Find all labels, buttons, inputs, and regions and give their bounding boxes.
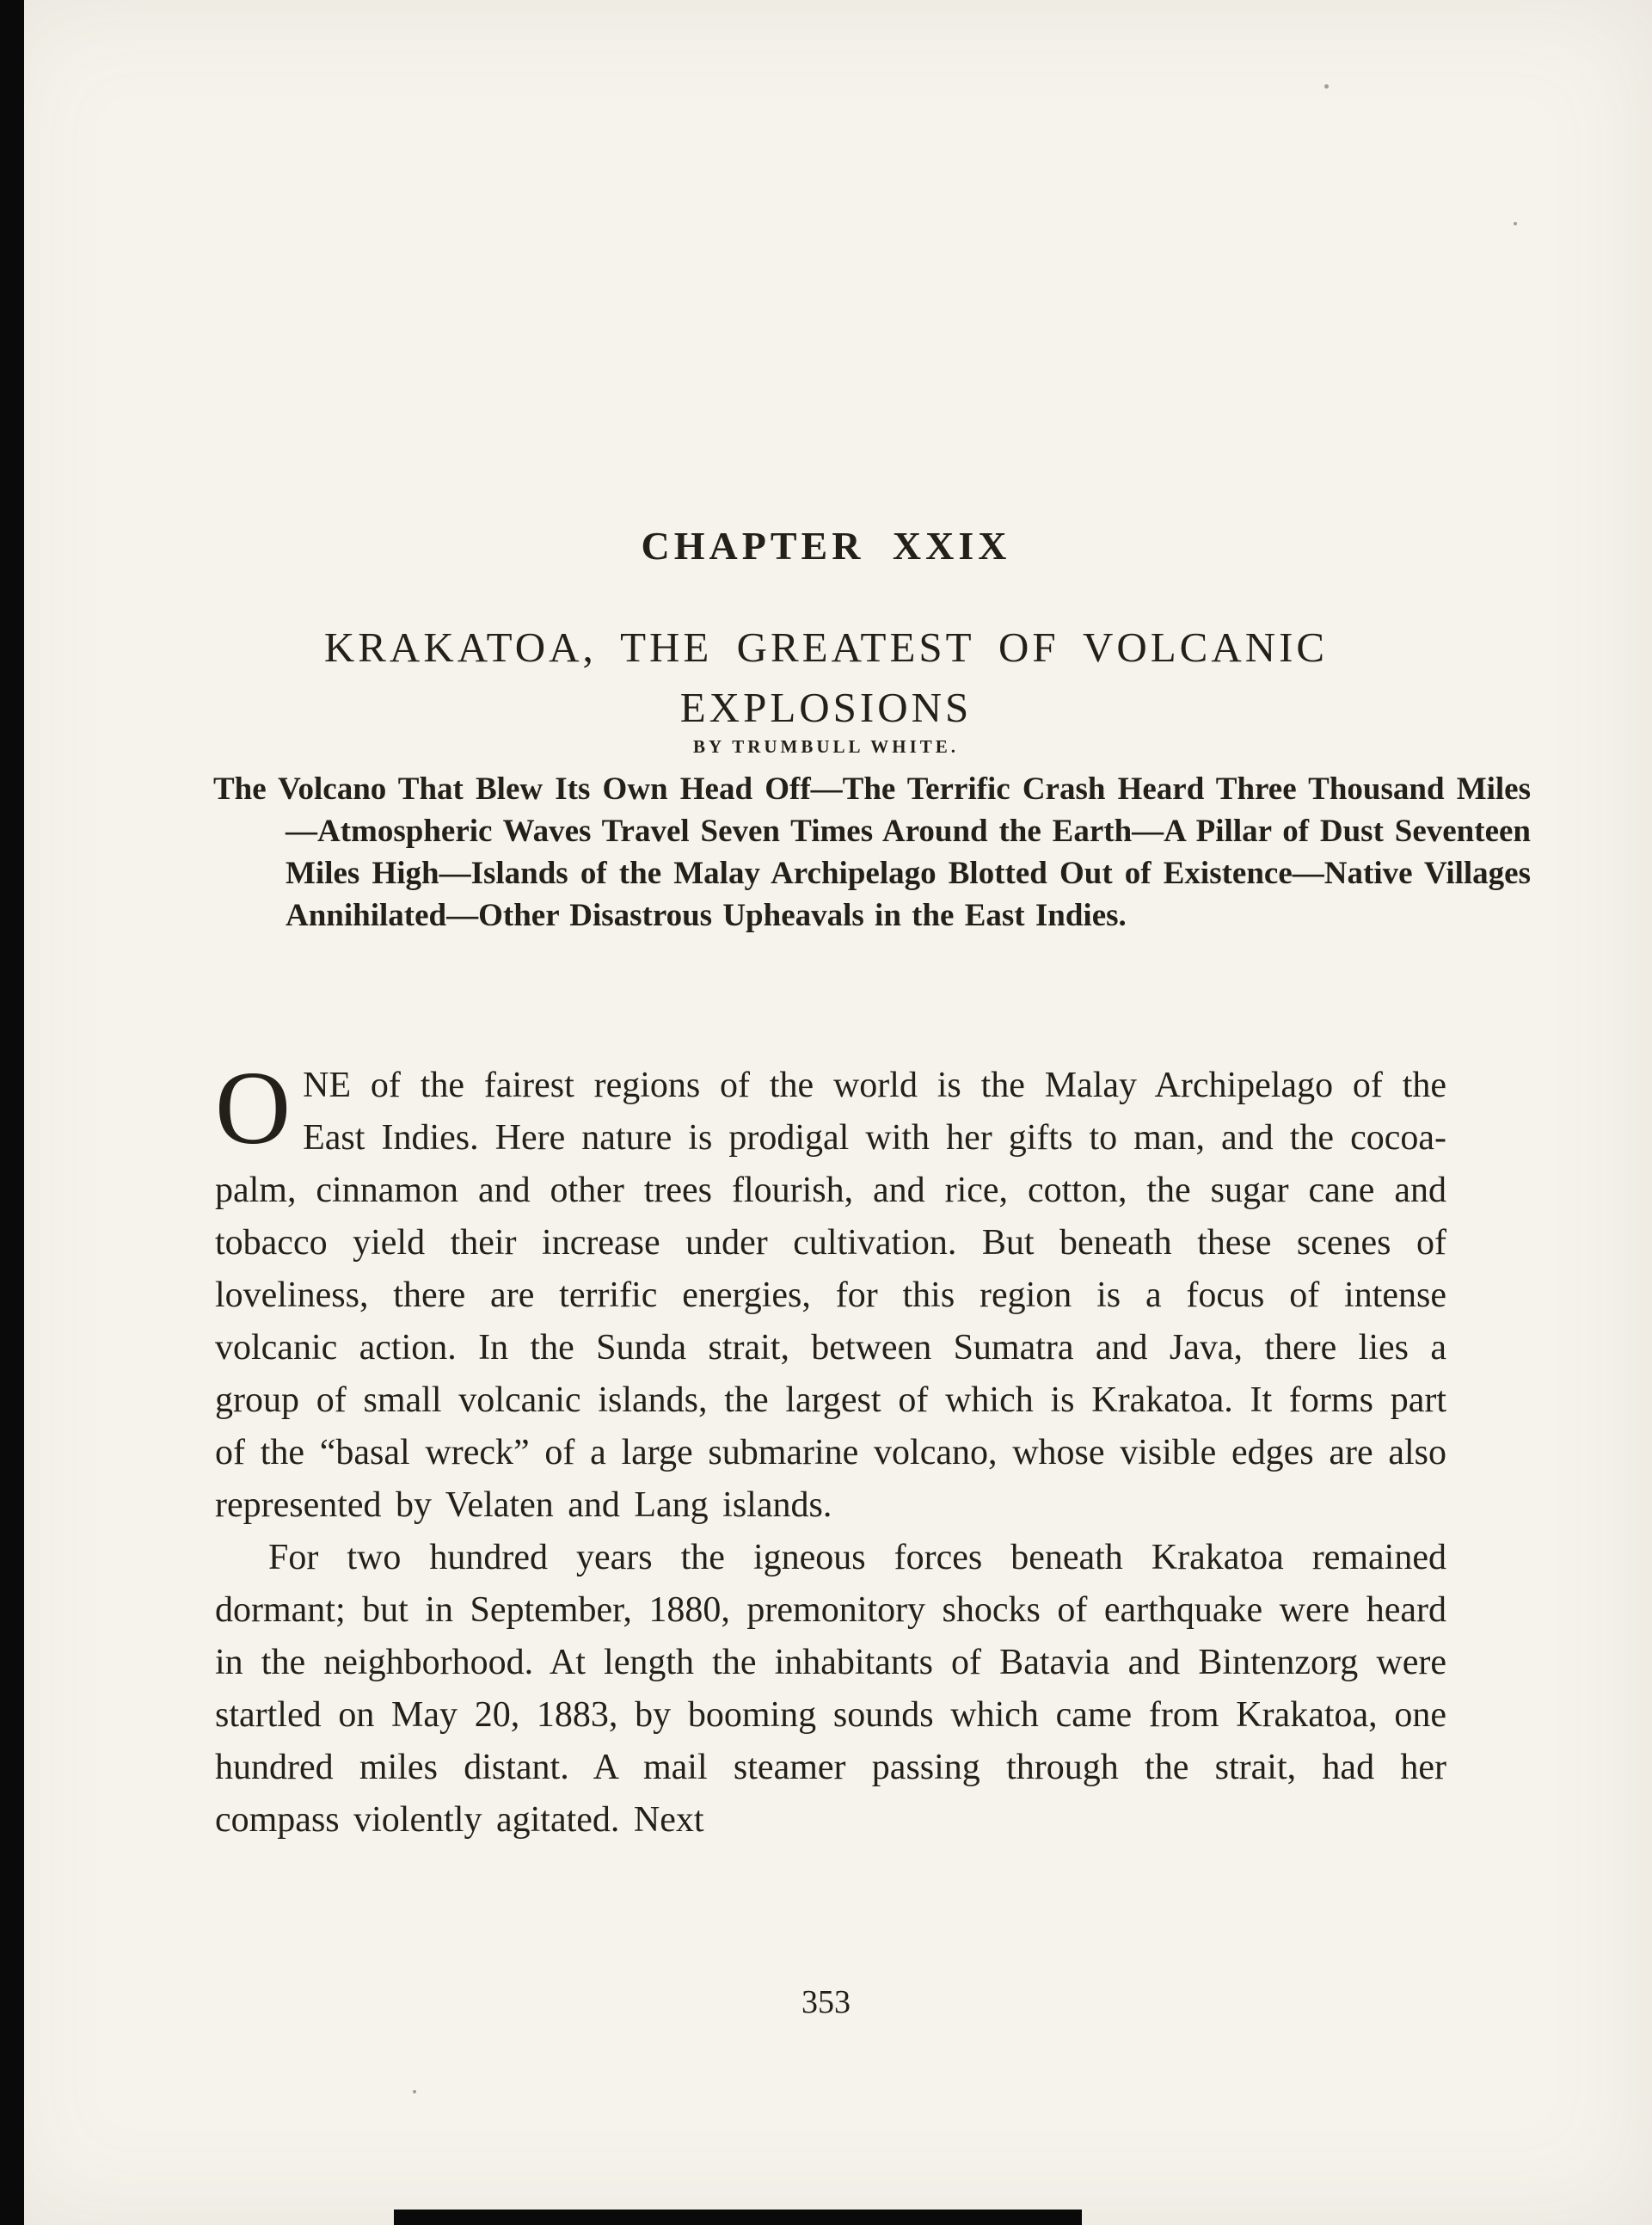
- page-number: 353: [801, 1984, 851, 2020]
- chapter-title-line1: KRAKATOA, THE GREATEST OF VOLCANIC: [323, 624, 1329, 671]
- chapter-heading: CHAPTER XXIX: [641, 524, 1011, 568]
- chapter-title: [0, 618, 1652, 738]
- drop-cap: O: [215, 1050, 292, 1166]
- scan-speck: [1324, 84, 1329, 89]
- chapter-summary: The Volcano That Blew Its Own Head Off—The Terrific Crash Heard Three Thousand Miles—Atmospheric Waves Travel Seven Times Around the Earth—A Pillar of Dust Seventeen Miles High—Islands of the Malay Archipelago Blotted Out of Existence—Native Villages Annihilated—Other Disastrous Upheavals in the East Indies.: [213, 771, 1531, 933]
- scan-speck: [1514, 222, 1517, 225]
- scan-speck: [413, 2090, 416, 2093]
- paragraph-one-text: NE of the fairest regions of the world is the Malay Archipelago of the East Indies. Here nature is prodigal with her gifts to man, and the cocoa-palm, cinnamon and other trees flourish, and rice, cotton, the sugar cane and tobacco yield their increase under cultivation. But beneath these scenes of loveliness, there are terrific energies, for this region is a focus of intense volcanic action. In the Sunda strait, between Sumatra and Java, there lies a group of small volcanic islands, the largest of which is Krakatoa. It forms part of the “basal wreck” of a large submarine volcano, whose visible edges are also represented by Velaten and Lang islands.: [215, 1066, 1446, 1525]
- paragraph-two: For two hundred years the igneous forces beneath Krakatoa remained dormant; but in September, 1880, premonitory shocks of earthquake were heard in the neighborhood. At length the inhabitants of Batavia and Bintenzorg were startled on May 20, 1883, by booming sounds which came from Krakatoa, one hundred miles distant. A mail steamer passing through the strait, had her compass violently agitated. Next: [215, 1538, 1446, 1840]
- scan-edge-left: [0, 0, 24, 2225]
- byline: BY TRUMBULL WHITE.: [692, 736, 960, 757]
- chapter-title-line2: EXPLOSIONS: [679, 684, 973, 731]
- scan-edge-bottom: [394, 2210, 1082, 2225]
- body-text: [215, 1050, 1446, 1847]
- paragraph-one: [215, 1050, 1446, 1532]
